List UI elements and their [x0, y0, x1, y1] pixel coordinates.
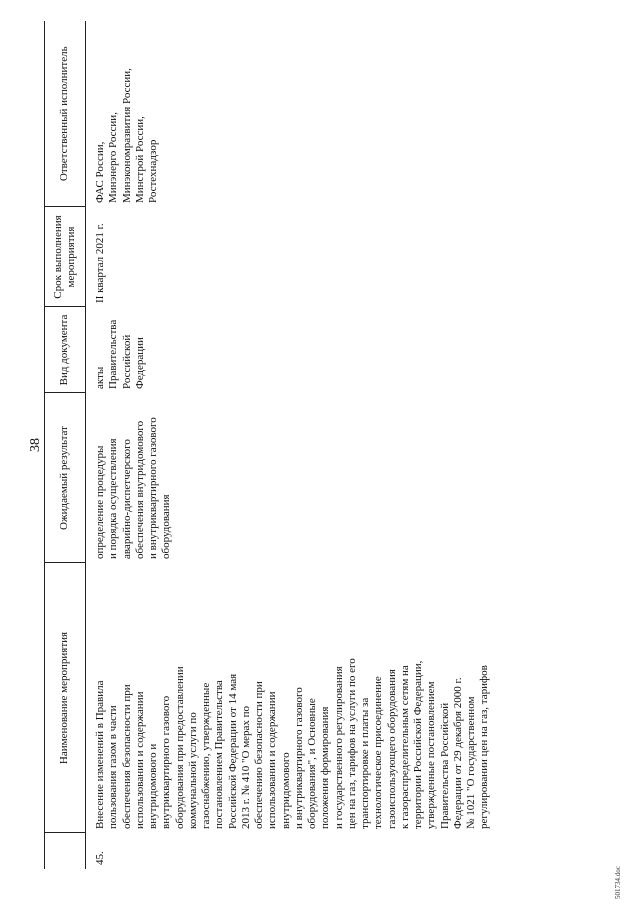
responsible-executor	[86, 21, 492, 207]
document-type	[86, 307, 492, 393]
header-doc-type: Вид документа	[45, 307, 86, 393]
row-number: 45.	[94, 851, 106, 865]
page-number: 38	[28, 438, 43, 452]
responsible-executor-line: Минэкономразвития России,	[120, 68, 133, 203]
measure-name-line: 2013 г. № 410 "О мерах по	[239, 705, 252, 829]
deadline: II квартал 2021 г.	[94, 223, 106, 303]
measure-name-line: Правительства Российской	[438, 702, 451, 829]
expected-result-line: и внутриквартирного газового	[147, 417, 159, 559]
measures-table	[44, 21, 492, 869]
measure-name-line: регулировании цен на газ, тарифов	[478, 665, 491, 829]
measure-name-line: Федерации от 29 декабря 2000 г.	[451, 677, 464, 829]
measure-name-line: транспортировке и платы за	[359, 697, 371, 829]
responsible-executor-line: ФАС России,	[94, 141, 106, 203]
expected-result-line: обеспечения внутридомового	[133, 420, 146, 559]
header-name: Наименование мероприятия	[45, 563, 86, 833]
measure-name	[86, 563, 492, 833]
measure-name-line: утвержденные постановлением	[425, 681, 438, 829]
table-header-row	[45, 21, 86, 869]
document-type-line: Правительства	[107, 319, 120, 389]
measure-name-line: постановлением Правительства	[213, 680, 226, 829]
header-term: Срок выполнения мероприятия	[45, 207, 86, 307]
measure-name-line: коммунальной услуги по	[186, 712, 199, 829]
measure-name-line: и внутриквартирного газового	[292, 687, 305, 829]
table-body	[86, 21, 492, 869]
measure-name-line: цен на газ, тарифов на услуги по его	[345, 658, 358, 829]
measure-name-line: обеспечения безопасности при	[120, 684, 133, 829]
header-result: Ожидаемый результат	[45, 393, 86, 563]
measure-name-line: пользования газом в части	[107, 705, 120, 829]
header-number	[45, 833, 86, 869]
measure-name-line: внутриквартирного газового	[160, 695, 173, 829]
measure-name-line: оборудования при предоставлении	[173, 666, 186, 829]
measure-name-line: положения формирования	[319, 706, 332, 829]
measure-name-line: оборудования", и Основные	[306, 698, 318, 829]
measure-name-line: использовании и содержании	[133, 691, 146, 829]
measure-name-line: к газораспределительным сетям на	[398, 665, 411, 829]
measure-name-line: Внесение изменений в Правила	[94, 680, 106, 829]
measure-name-line: Российской Федерации от 14 мая	[226, 673, 239, 829]
document-code: 501734.doc	[614, 866, 622, 899]
measure-name-line: газоиспользующего оборудования	[385, 669, 398, 829]
measure-name-line: использовании и содержании	[266, 691, 279, 829]
table-row	[86, 21, 492, 869]
document-type-line: акты	[94, 366, 106, 389]
measure-name-line: газоснабжению, утвержденные	[200, 682, 212, 829]
expected-result-line: аварийно-диспетчерского	[120, 439, 133, 559]
measure-name-line: и государственного регулирования	[332, 666, 345, 829]
measure-name-line: территории Российской Федерации,	[412, 660, 424, 829]
measure-name-line: внутридомового и	[147, 743, 159, 829]
responsible-executor-line: Минэнерго России,	[107, 112, 120, 203]
measure-name-line: внутридомового	[279, 752, 292, 829]
responsible-executor-line: Ростехнадзор	[147, 139, 159, 203]
measure-name-line: технологическое присоединение	[372, 676, 385, 829]
measure-name-line: № 1021 "О государственном	[465, 696, 477, 829]
expected-result-line: оборудования	[160, 494, 173, 559]
measure-name-line: обеспечению безопасности при	[253, 681, 265, 829]
expected-result	[86, 393, 492, 563]
document-type-line: Федерации	[133, 337, 146, 389]
document-type-line: Российской	[120, 334, 133, 389]
header-executor: Ответственный исполнитель	[45, 21, 86, 207]
expected-result-line: и порядка осуществления	[107, 438, 120, 559]
expected-result-line: определение процедуры	[94, 445, 106, 559]
responsible-executor-line: Минстрой России,	[133, 116, 146, 203]
